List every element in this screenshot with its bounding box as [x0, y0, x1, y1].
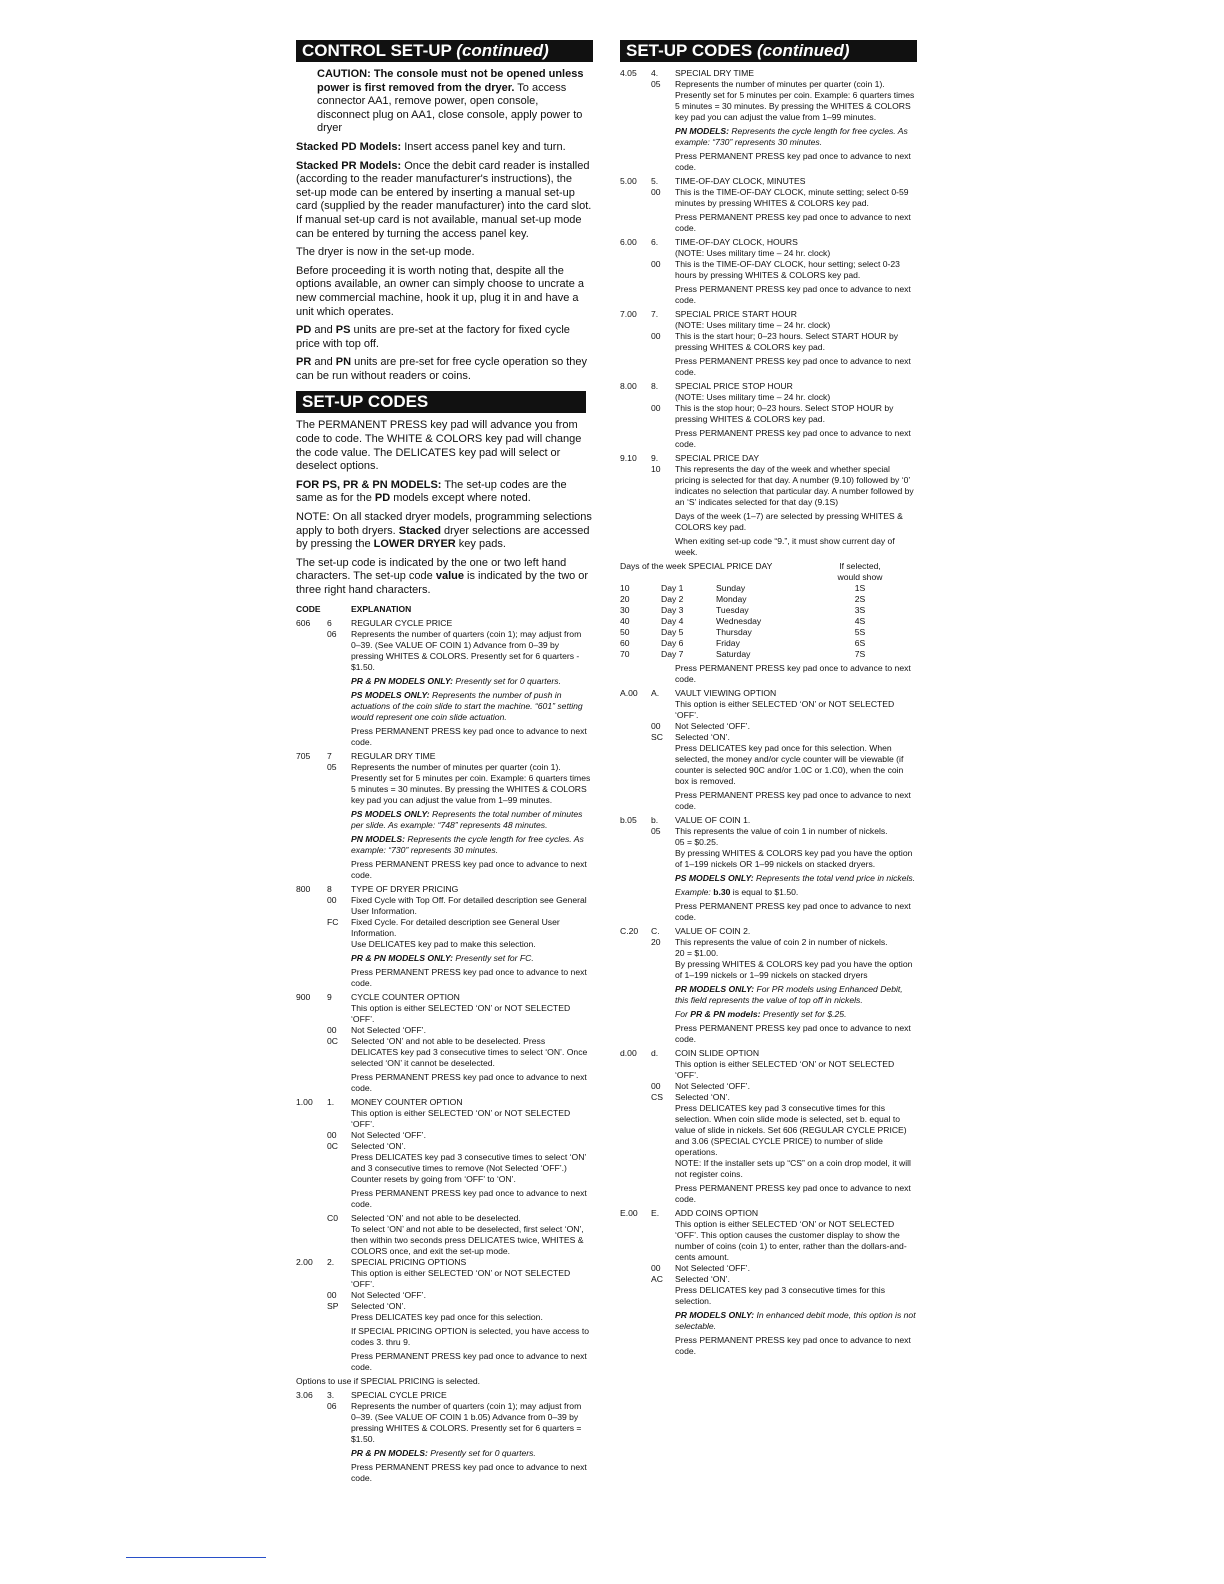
code-4-05: 4.05 4. SPECIAL DRY TIME: [620, 68, 754, 78]
code-8-00: 8.00 8. SPECIAL PRICE STOP HOUR: [620, 381, 793, 391]
options-text: Options to use if SPECIAL PRICING is selected.: [296, 1375, 481, 1386]
advance-note: Press PERMANENT PRESS key pad once to advance to next code.: [351, 1187, 587, 1209]
code-800: 800 8 TYPE OF DRYER PRICING: [296, 883, 459, 894]
advance-note: Press PERMANENT PRESS key pad once to advance to next code.: [675, 212, 911, 233]
advance-note: Press PERMANENT PRESS key pad once to advance to next code.: [675, 1183, 911, 1204]
code-d-00: d.00 d. COIN SLIDE OPTION: [620, 1048, 760, 1058]
advance-note: Press PERMANENT PRESS key pad once to advance to next code.: [675, 151, 911, 172]
models-paragraph: FOR PS, PR & PN MODELS: The set-up codes are the same as for the PD models except where noted.: [296, 478, 567, 505]
advance-note: Press PERMANENT PRESS key pad once to advance to next code.: [675, 356, 911, 377]
note: PR MODELS ONLY: In enhanced debit mode, this option is not selectable.: [675, 1310, 916, 1331]
code-1-00: 1.00 1. MONEY COUNTER OPTION: [296, 1096, 463, 1107]
code-b-05: b.05 b. VALUE OF COIN 1.: [620, 815, 751, 825]
code-6-00: 6.00 6. TIME-OF-DAY CLOCK, HOURS: [620, 237, 798, 247]
pd-ps-paragraph: PD and PS units are pre-set at the factory for fixed cycle price with top off.: [296, 324, 570, 350]
stacked-pd-paragraph: Stacked PD Models: Insert access panel key and turn.: [296, 140, 566, 153]
code-c-20: C.20 C. VALUE OF COIN 2.: [620, 926, 751, 936]
code-a-00: A.00 A. VAULT VIEWING OPTION: [620, 688, 777, 698]
table-row: 10 Day 1 Sunday 1S: [620, 583, 866, 593]
table-row: 20 Day 2 Monday 2S: [620, 594, 866, 604]
note: For PR & PN models: Presently set for $.25.: [675, 1009, 847, 1019]
section-banner-setup-codes-continued: SET-UP CODES (continued): [620, 40, 917, 62]
left-column: CONTROL SET-UP (continued) CAUTION: The console must not be opened unless power is first removed from the dryer. To access connector AA1, remove power, open console, disconnect plug on AA1, close console, apply power to dryer Stacked PD Models: Insert access panel key and turn. Stacked PR Models: Once the debit card reader is installed (according to the reader manufacturer's instructions), the set-up mode can be entered by inserting a manual set-up card (supplied by the reader manufacturer) into the card slot. If manual set-up card is not available, manual set-up mode can be entered by turning the access panel key. The dryer is now in the set-up mode. Before proceeding it is worth noting that, despite all the options available, an owner can simply choose to uncrate a new commercial machine, hook it up, plug it in and have a unit which operates. PD and PS units are pre-set at the factory for fixed cycle price with top off. PR and PN units are pre-set for free cycle operation so they can be run without readers or coins. SET-UP CODES The PERMANENT PRESS key pad will advance you from code to code. The WHITE & COLORS key pad will change the code value. The DELICATES key pad will select or deselect options. FOR PS, PR & PN MODELS: The set-up codes are the same as for the PD models except where noted. NOTE: On all stacked dryer models, programming selections apply to both dryers. Stacked dryer selections are accessed by pressing the LOWER DRYER key pads. The set-up code is indicated by the one or two left hand characters. The set-up code value is indicated by the two or three right hand characters. CODE EXPLANATION 606 6 REGULAR CYCLE PRICE 06 Represents the number of quarters (coin 1); may adjust from 0–39. (See VALUE OF COIN 1) Advance from 0–39 by pressing WHITES & COLORS. Presently set for 6 quarters - $1.50. PR & PN MODELS ONLY: Presently set for 0 quarters. PS MODELS ONLY: Represents the number of push in actuations of the coin slide to start the machine. “601” setting would represent one coin slide actuation. Press PERMANENT PRESS key pad once to advance to next code. 705 7 REGULAR DRY TIME 05 Represents the number of minutes per quarter (coin 1). Presently set for 5 minutes per coin. Example: 6 quarters times 5 minutes = 30 minutes. By pressing the WHITES & COLORS key pad you can adjust the value from 1–99 minutes. PS MODELS ONLY: Represents the total number of minutes per slide. As example: “748” represents 48 minutes. PN MODELS: Represents the cycle length for free cycles. As example: “730” represents 30 minutes. Press PERMANENT PRESS key pad once to advance to next code. 800 8 TYPE OF DRYER PRICING 00 Fixed Cycle with Top Off. For detailed description see General User Information. FC Fixed Cycle. For detailed description see General User Information. Use DELICATES key pad to make this selection. PR & PN MODELS ONLY: Presently set for FC. Press PERMANENT PRESS key pad once to advance to next code. 900 9 CYCLE COUNTER OPTION This option is either SELECTED ‘ON’ or NOT SELECTED ‘OFF’. 00 Not Selected ‘OFF’. 0C Selected ‘ON’ and not able to be deselected. Press DELICATES key pad 3 consecutive times to select ‘ON’. Once selected ‘ON’ it cannot be deselected. Press PERMANENT PRESS key pad once to advance to next code. 1.00 1. MONEY COUNTER OPTION This option is either SELECTED ‘ON’ or NOT SELECTED ‘OFF’. 00 Not Selected ‘OFF’. 0C Selected ‘ON’. Press DELICATES key pad 3 consecutive times to select ‘ON’ and 3 consecutive times to remove (Not Selected ‘OFF’.) Counter resets by going from ‘OFF’ to ‘ON’. Press PERMANENT PRESS key pad once to advance to next code. C0 Selected ‘ON’ and not able to be deselected. To select ‘ON’ and not able to be deselected, first select ‘ON’, then within two seconds press DELICATES twice, WHITES & COLORS once, and exit the set-up mode. 2.00 2. SPECIAL PRICING OPTIONS This option is either SELECTED ‘ON’ or NOT SELECTED ‘OFF’. 00 Not Selected ‘OFF’. SP Selected ‘ON’. Press DELICATES key pad once for this selection. If SPECIAL PRICING OPTION is selected, you have access to codes 3. thru 9. Press PERMANENT PRESS key pad once to advance to next code. Options to use if SPECIAL PRICING is selected. 3.06 3. SPECIAL CYCLE PRICE 06 Represents the number of quarters (coin 1); may adjust from 0–39. (See VALUE OF COIN 1 b.05) Advance from 0–39 by pressing WHITES & COLORS. Presently set for 6 quarters = $1.50. PR & PN MODELS: Presently set for 0 quarters. Press PERMANENT PRESS key pad once to advance to next code.: [296, 41, 592, 1483]
stacked-pr-paragraph: Stacked PR Models: Once the debit card reader is installed (according to the reader manufacturer's instructions), the set-up mode can be entered by inserting a manual set-up card (supplied by the reader manufacturer) into the card slot. If manual set-up card is not available, manual set-up mode can be entered by turning the access panel key.: [296, 159, 592, 240]
code-table-header: CODE EXPLANATION: [296, 603, 412, 614]
intro-paragraph: The PERMANENT PRESS key pad will advance you from code to code. The WHITE & COLORS key pad will change the code value. The DELICATES key pad will select or deselect options.: [296, 419, 582, 473]
note: PR & PN MODELS: Presently set for 0 quarters.: [351, 1447, 536, 1458]
note: PS MODELS ONLY: Represents the total vend price in nickels.: [675, 873, 916, 883]
section-banner-setup-codes: SET-UP CODES: [296, 391, 586, 413]
advance-note: Press PERMANENT PRESS key pad once to advance to next code.: [675, 790, 911, 811]
note: PN MODELS: Represents the cycle length for free cycles. As example: “730” represents 30 minutes.: [351, 833, 584, 855]
note: PS MODELS ONLY: Represents the total number of minutes per slide. As example: “748” represents 48 minutes.: [351, 808, 583, 830]
table-row: 60 Day 6 Friday 6S: [620, 638, 866, 648]
note: PN MODELS: Represents the cycle length for free cycles. As example: “730” represents 30 minutes.: [675, 126, 908, 147]
code-5-00: 5.00 5. TIME-OF-DAY CLOCK, MINUTES: [620, 176, 806, 186]
advance-note: Press PERMANENT PRESS key pad once to advance to next code.: [675, 901, 911, 922]
setup-mode-paragraph: The dryer is now in the set-up mode.: [296, 246, 475, 259]
table-row: 40 Day 4 Wednesday 4S: [620, 616, 866, 626]
table-row: 70 Day 7 Saturday 7S: [620, 649, 866, 659]
advance-note: Press PERMANENT PRESS key pad once to advance to next code.: [675, 284, 911, 305]
days-table-header: Days of the week SPECIAL PRICE DAY If selected, would show: [620, 561, 883, 582]
note: When exiting set-up code “9.”, it must show current day of week.: [675, 536, 895, 557]
advance-note: Press PERMANENT PRESS key pad once to advance to next code.: [675, 1335, 911, 1356]
table-row: 30 Day 3 Tuesday 3S: [620, 605, 866, 615]
advance-note: Press PERMANENT PRESS key pad once to advance to next code.: [351, 725, 587, 747]
advance-note: Press PERMANENT PRESS key pad once to advance to next code.: [675, 663, 911, 684]
note: PR & PN MODELS ONLY: Presently set for FC.: [351, 952, 534, 963]
footer-rule: [126, 1557, 266, 1558]
code-606: 606 6 REGULAR CYCLE PRICE: [296, 617, 453, 628]
caution-paragraph: CAUTION: The console must not be opened unless power is first removed from the dryer. To access connector AA1, remove power, open console, disconnect plug on AA1, close console, apply power to dryer: [317, 68, 584, 135]
note: Example: b.30 is equal to $1.50.: [675, 887, 799, 897]
advance-note: Press PERMANENT PRESS key pad once to advance to next code.: [351, 1461, 587, 1483]
advance-note: Press PERMANENT PRESS key pad once to advance to next code.: [351, 966, 587, 988]
code-2-00: 2.00 2. SPECIAL PRICING OPTIONS: [296, 1256, 467, 1267]
proceed-paragraph: Before proceeding it is worth noting that, despite all the options available, an owner can simply choose to uncrate a new commercial machine, hook it up, plug it in and have a unit which operates.: [296, 264, 585, 318]
days-table: [620, 561, 890, 660]
advance-note: Press PERMANENT PRESS key pad once to advance to next code.: [351, 858, 587, 880]
note: PR & PN MODELS ONLY: Presently set for 0 quarters.: [351, 675, 561, 686]
advance-note: Press PERMANENT PRESS key pad once to advance to next code.: [675, 1023, 911, 1044]
advance-note: Press PERMANENT PRESS key pad once to advance to next code.: [351, 1350, 587, 1372]
code-3-06: 3.06 3. SPECIAL CYCLE PRICE: [296, 1389, 447, 1400]
table-row: 50 Day 5 Thursday 5S: [620, 627, 866, 637]
section-banner-control-setup: CONTROL SET-UP (continued): [296, 40, 593, 62]
pr-pn-paragraph: PR and PN units are pre-set for free cycle operation so they can be run without readers or coins.: [296, 356, 588, 382]
indication-paragraph: The set-up code is indicated by the one or two left hand characters. The set-up code value is indicated by the two or three right hand characters.: [296, 556, 589, 596]
advance-note: Press PERMANENT PRESS key pad once to advance to next code.: [675, 428, 911, 449]
advance-note: Press PERMANENT PRESS key pad once to advance to next code.: [351, 1071, 587, 1093]
code-e-00: E.00 E. ADD COINS OPTION: [620, 1208, 759, 1218]
right-column: SET-UP CODES (continued) 4.05 4. SPECIAL DRY TIME 05 Represents the number of minutes per quarter (coin 1). Presently set for 5 minutes per coin. Example: 6 quarters times 5 minutes = 30 minutes. By pressing the WHITES & COLORS key pad you can adjust the value from 1–99 minutes. PN MODELS: Represents the cycle length for free cycles. As example: “730” represents 30 minutes. Press PERMANENT PRESS key pad once to advance to next code. 5.00 5. TIME-OF-DAY CLOCK, MINUTES 00 This is the TIME-OF-DAY CLOCK, minute setting; select 0-59 minutes by pressing WHITES & COLORS key pad. Press PERMANENT PRESS key pad once to advance to next code. 6.00 6. TIME-OF-DAY CLOCK, HOURS (NOTE: Uses military time – 24 hr. clock) 00 This is the TIME-OF-DAY CLOCK, hour setting; select 0-23 hours by pressing WHITES & COLORS key pad. Press PERMANENT PRESS key pad once to advance to next code. 7.00 7. SPECIAL PRICE START HOUR (NOTE: Uses military time – 24 hr. clock) 00 This is the start hour; 0–23 hours. Select START HOUR by pressing WHITES & COLORS key pad. Press PERMANENT PRESS key pad once to advance to next code. 8.00 8. SPECIAL PRICE STOP HOUR (NOTE: Uses military time – 24 hr. clock) 00 This is the stop hour; 0–23 hours. Select STOP HOUR by pressing WHITES & COLORS key pad. Press PERMANENT PRESS key pad once to advance to next code. 9.10 9. SPECIAL PRICE DAY 10 This represents the day of the week and whether special pricing is selected for that day. A number (9.10) followed by ‘0’ indicates no selection that particular day. A number followed by an ‘S’ indicates selected for that day (9.1S) Days of the week (1–7) are selected by pressing WHITES & COLORS key pad. When exiting set-up code “9.”, it must show current day of week. Days of the week SPECIAL PRICE DAY If selected, would show 10 Day 1 Sunday 1S 20 Day 2 Monday 2S 30 Day 3 Tuesday 3S 40 Day 4 Wednesday 4S 50 Day 5 Thursday 5S 60 Day 6 Friday 6S 70 Day 7 Saturday 7S Press PERMANENT PRESS key pad once to advance to next code. A.00 A. VAULT VIEWING OPTION This option is either SELECTED ‘ON’ or NOT SELECTED ‘OFF’. 00 Not Selected ‘OFF’. SC Selected ‘ON’. Press DELICATES key pad once for this selection. When selected, the money and/or cycle counter will be viewable (if counter is selected 90C and/or 1.0C or 1.C0), when the coin box is removed. Press PERMANENT PRESS key pad once to advance to next code. b.05 b. VALUE OF COIN 1. 05 This represents the value of coin 1 in number of nickels. 05 = $0.25. By pressing WHITES & COLORS key pad you have the option of 1–199 nickels OR 1–99 nickels on stacked dryers. PS MODELS ONLY: Represents the total vend price in nickels. Example: b.30 is equal to $1.50. Press PERMANENT PRESS key pad once to advance to next code. C.20 C. VALUE OF COIN 2. 20 This represents the value of coin 2 in number of nickels. 20 = $1.00. By pressing WHITES & COLORS key pad you have the option of 1–199 nickels or 1–99 nickels on stacked dryers PR MODELS ONLY: For PR models using Enhanced Debit, this field represents the value of top off in nickels. For PR & PN models: Presently set for $.25. Press PERMANENT PRESS key pad once to advance to next code. d.00 d. COIN SLIDE OPTION This option is either SELECTED ‘ON’ or NOT SELECTED ‘OFF’. 00 Not Selected ‘OFF’. CS Selected ‘ON’. Press DELICATES key pad 3 consecutive times for this selection. When coin slide mode is selected, set b. equal to value of slide in nickels. Set 606 (REGULAR CYCLE PRICE) and 3.06 (SPECIAL CYCLE PRICE) to number of slide operations. NOTE: If the installer sets up “CS” on a coin drop model, it will not register coins. Press PERMANENT PRESS key pad once to advance to next code. E.00 E. ADD COINS OPTION This option is either SELECTED ‘ON’ or NOT SELECTED ‘OFF’. This option causes the customer display to show the number of coins (coin 1) to enter, rather than the dollars-and-cents amount. 00 Not Selected ‘OFF’. AC Selected ‘ON’. Press DELICATES key pad 3 consecutive times for this selection. PR MODELS ONLY: In enhanced debit mode, this option is not selectable. Press PERMANENT PRESS key pad once to advance to next code.: [620, 41, 916, 1356]
code-9-10: 9.10 9. SPECIAL PRICE DAY: [620, 453, 760, 463]
code-900: 900 9 CYCLE COUNTER OPTION: [296, 991, 460, 1002]
code-705: 705 7 REGULAR DRY TIME: [296, 750, 436, 761]
note: PS MODELS ONLY: Represents the number of push in actuations of the coin slide to start the machine. “601” setting would represent one coin slide actuation.: [351, 689, 583, 722]
note: Days of the week (1–7) are selected by pressing WHITES & COLORS key pad.: [675, 511, 903, 532]
note-paragraph: NOTE: On all stacked dryer models, programming selections apply to both dryers. Stacked dryer selections are accessed by pressing the LOWER DRYER key pads.: [296, 511, 592, 551]
note: PR MODELS ONLY: For PR models using Enhanced Debit, this field represents the value of top off in nickels.: [675, 984, 903, 1005]
note: If SPECIAL PRICING OPTION is selected, you have access to codes 3. thru 9.: [351, 1325, 590, 1347]
code-7-00: 7.00 7. SPECIAL PRICE START HOUR: [620, 309, 797, 319]
